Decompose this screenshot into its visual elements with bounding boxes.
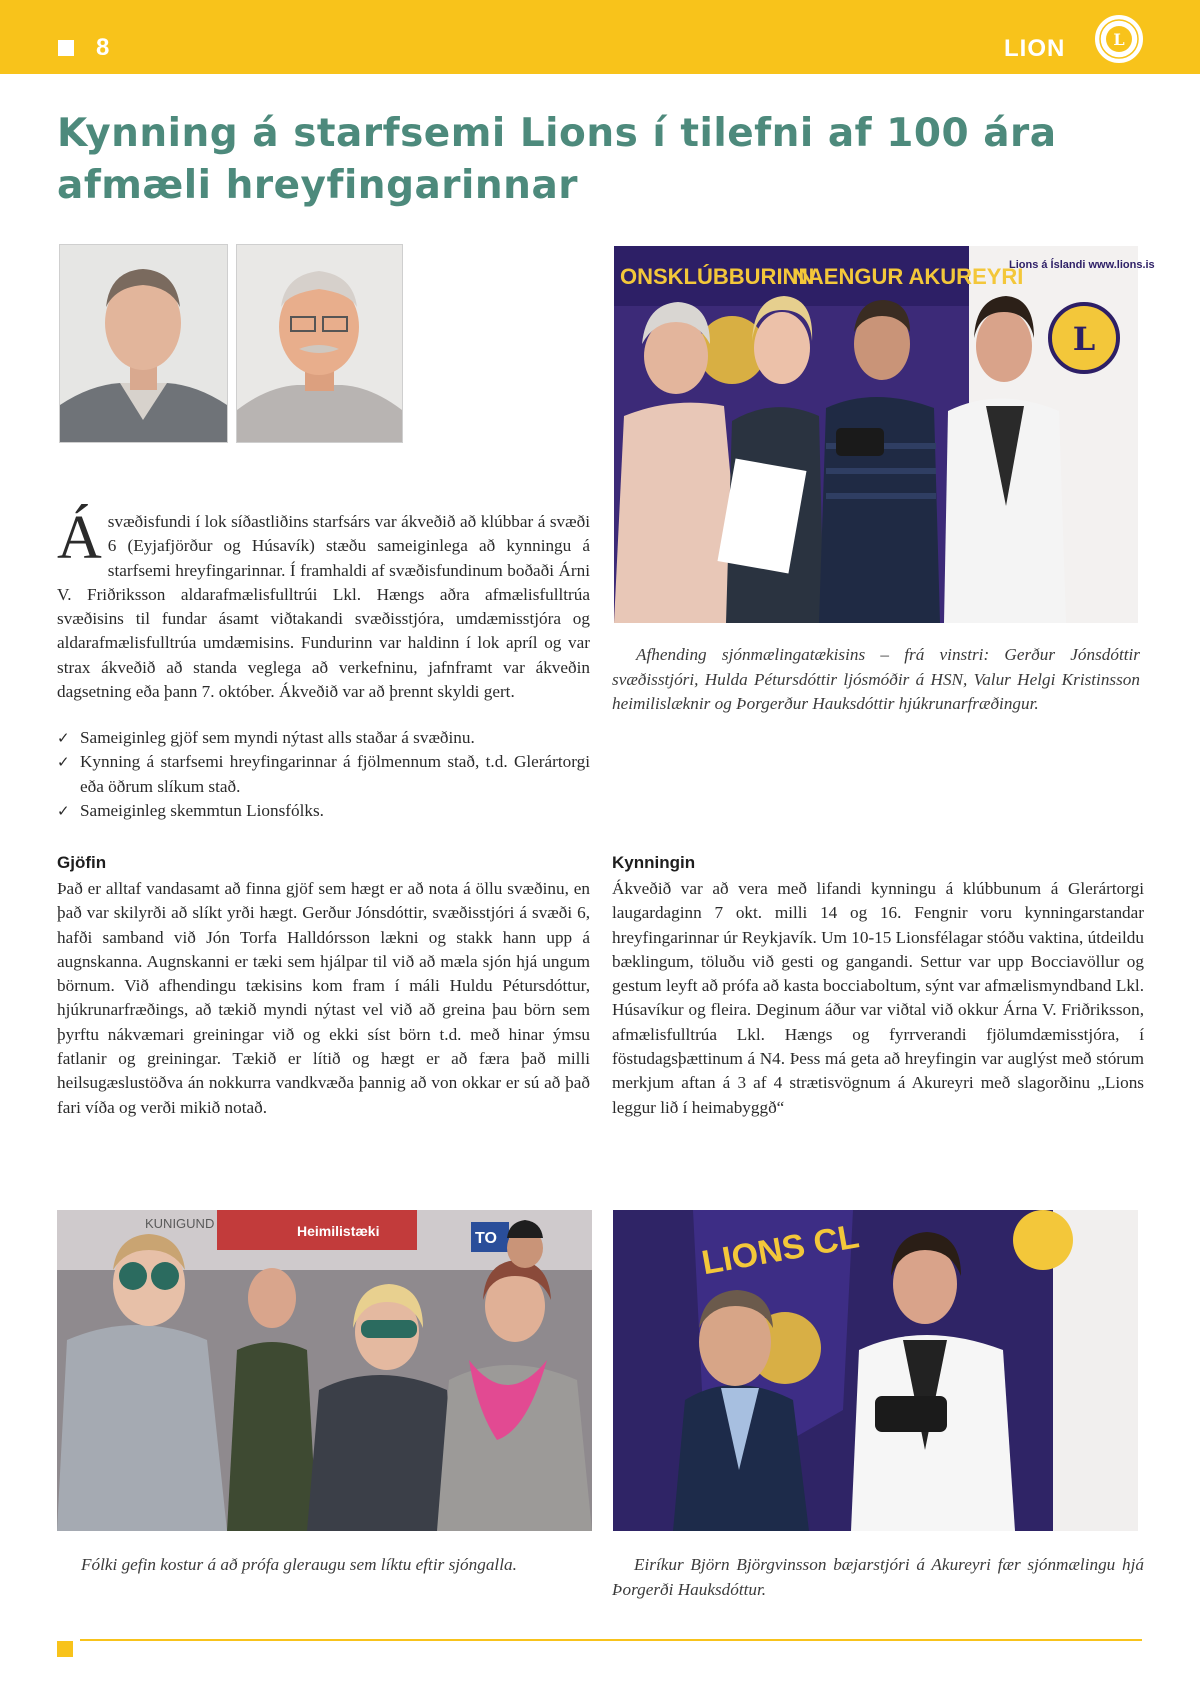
portrait-photo-2 — [236, 244, 403, 443]
section-heading-gift: Gjöfin — [57, 853, 107, 872]
portrait-photo-1 — [59, 244, 228, 443]
mall-sign-kunigund: KUNIGUND — [145, 1216, 215, 1231]
svg-text:L: L — [1072, 320, 1096, 358]
goggles-photo-caption — [57, 1553, 592, 1578]
banner-text-mid: NAENGUR AKUREYRI — [792, 264, 1024, 289]
mayor-photo — [613, 1210, 1138, 1531]
mall-sign-heimilistaeki: Heimilistæki — [297, 1223, 380, 1239]
banner-text-lions-club: LIONS CL — [698, 1217, 862, 1283]
page-marker-square — [58, 40, 74, 56]
section-heading-intro: Kynningin — [612, 853, 696, 872]
checkmark-icon: ✓ — [57, 801, 70, 820]
svg-text:L: L — [1113, 30, 1125, 49]
mall-sign-to: TO — [475, 1230, 497, 1247]
footer-rule — [80, 1639, 1142, 1641]
page-number: 8 — [96, 34, 110, 61]
magazine-name: LION — [1004, 35, 1066, 62]
group-photo-caption — [612, 643, 1140, 717]
lions-logo-icon — [1092, 12, 1146, 66]
checklist-item: ✓ Sameiginleg gjöf sem myndi nýtast alls staðar á svæðinu. — [57, 726, 590, 750]
banner-text-stand: Lions á Íslandi www.lions.is — [1009, 259, 1155, 271]
mayor-photo-caption — [612, 1553, 1144, 1602]
goggles-photo — [57, 1210, 592, 1531]
checklist-item: ✓ Kynning á starfsemi hreyfingarinnar á fjölmennum stað, t.d. Glerártorgi eða öðrum slíkum stað. — [57, 752, 590, 796]
section-text-intro: Ákveðið var að vera með lifandi kynningu á klúbbunum á Glerártorgi laugardaginn 7 okt. milli 14 og 16. Fengnir voru kynningarstandar hreyfingarinnar úr Reykjavík. Um 10-15 Lionsfélagar stóðu vaktina, útdeildu bæklingum, töluðu við gesti og gangandi. Settur var upp Bocciavöllur og gestum leyft að prófa að kasta bocciaboltum, sýnt var afmælismyndband Lkl. Húsavíkur og fleira. Deginum áður var viðtal við okkur Árna V. Friðriksson, afmælisfulltrúa Lkl. Hængs og fyrrverandi fjölumdæmisstjóra, í föstudagsþættinum á N4. Þess má geta að hreyfingin var auglýst með stórum merkjum aftan á 3 af 4 strætisvögnum á Akureyri með slagorðinu „Lions leggur lið í heimabyggð“ — [612, 879, 1144, 1117]
footer-marker-square — [57, 1641, 73, 1657]
intro-text: svæðisfundi í lok síðastliðins starfsárs var ákveðið að klúbbar á svæði 6 (Eyjafjörður og Húsavík) stæðu sameiginlega að kynningu á starfsemi hreyfingarinnar. Í framhaldi af svæðisfundinum boðaði Árni V. Friðriksson aldarafmælisfulltrúi Lkl. Hængs aðra afmælisfulltrúa svæðisins til fundar ásamt viðtakandi svæðisstjóra, umdæmisstjóra og aldarafmælisfulltrúa umdæmisins. Fundurinn var haldinn í lok apríl og var strax ákveðið að standa veglega að verkefninu, jafnframt var ákveðin dagsetning eða þann 7. október. Ákveðið var að þrennt skyldi gert. — [57, 512, 590, 702]
group-photo — [614, 246, 1155, 623]
drop-cap: Á — [57, 504, 102, 572]
checkmark-icon: ✓ — [57, 753, 70, 772]
mayor-photo-caption-text: Eiríkur Björn Björgvinsson bæjarstjóri á Akureyri fær sjónmælingu hjá Þorgerði Hauksdóttur. — [612, 1555, 1144, 1599]
banner-text-left: ONSKLÚBBURINN — [620, 264, 815, 289]
goggles-photo-caption-text: Fólki gefin kostur á að prófa gleraugu sem líktu eftir sjóngalla. — [81, 1555, 517, 1574]
group-photo-caption-text: Afhending sjónmælingatækisins – frá vinstri: Gerður Jónsdóttir svæðisstjóri, Hulda Pétursdóttir ljósmóðir á HSN, Valur Helgi Kristinsson heimilislæknir og Þorgerður Hauksdóttir hjúkrunarfræðingur. — [612, 645, 1140, 713]
checklist — [57, 726, 590, 823]
checklist-item: ✓ Sameiginleg skemmtun Lionsfólks. — [57, 799, 590, 823]
section-text-gift: Það er alltaf vandasamt að finna gjöf sem hægt er að nota á öllu svæðinu, en það var skilyrði að slíkt yrði hægt. Gerður Jónsdóttir, svæðisstjóri á svæði 6, hafði samband við Jón Torfa Halldórsson lækni og stakk hann upp á augnskanna. Augnskanni er tæki sem hjálpar til við að mæla sjón hjá ungum börnum. Við afhendingu tækisins kom fram í máli Huldu Pétursdóttur, hjúkrunarfræðings, að tækið myndi nýtast vel við að greina þau börn sem þyrftu nákvæmari greiningar við og ekki síst börn t.d. með hinar ýmsu fatlanir og greiningar. Tækið er lítið og hægt er að færa það milli heilsugæslustöðva án nokkurra vandkvæða þannig að von okkar er sú að það fari víða og verði mikið notað. — [57, 879, 590, 1117]
intro-paragraph — [57, 504, 590, 704]
checkmark-icon: ✓ — [57, 729, 70, 747]
article-title: Kynning á starfsemi Lions í tilefni af 100 ára afmæli hreyfingarinnar — [57, 111, 1057, 208]
